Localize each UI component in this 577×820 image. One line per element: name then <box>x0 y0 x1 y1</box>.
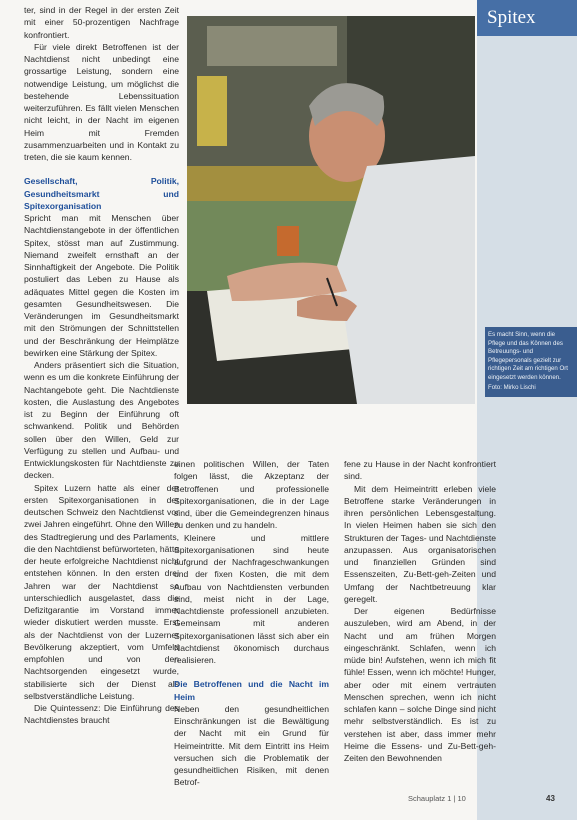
section-heading: Gesellschaft, Politik, Gesundheitsmarkt und Spitexorganisation <box>24 176 179 211</box>
paragraph: Der eigenen Bedürfnisse auszuleben, wird am Abend, in der Nacht und am frühen Morgen eingeschränkt. Schlafen, wenn ich müde bin! Aufstehen, wenn ich mich fit fühle! Essen, wenn ich möchte! Hunger, aber oder mit einem vertrauten Menschen sprechen, wenn ich nicht schlafen kann – solche Dinge sind nicht mehr selbstverständlich. Es ist zu verstehen ist aber, dass immer mehr Heime die Essens- und Zu-Bett-geh-Zeiten den Bewohnenden <box>344 606 496 763</box>
paragraph: Spitex Luzern hatte als einer der ersten Spitexorganisationen in der deutschen Schweiz den Nachtdienst vor zwei Jahren eingeführt. Ohne den Willen des Stadtregierung und des Parlaments, die den Nachtdienst befürworteten, hätte der heute erfolgreiche Nachtdienst nicht entstehen können. In den ersten drei Jahren war der Nachtdienst so unterschiedlich ausgelastet, dass die Defizitgarantie im Vorstand immer wieder diskutiert werden musste. Erst als der Nachtdienst von der Luzerner Bevölkerung akzeptiert, vom Umfeld empfohlen und von den Nachtsorgenden eingesetzt wurde, stabilisierte sich der Dienst als selbstverständliche Leistung. <box>24 482 179 701</box>
paragraph: Spricht man mit Menschen über Nachtdienstangebote in der öffentlichen Spitex, stösst man auf Zustimmung. Niemand zweifelt ernsthaft an der Sinnhaftigkeit der Angebote. Die Politik postuliert das Leben zu Hause als adäquates Mittel gegen die Kosten im gesamten Gesundheitswesen. Die Veränderungen im Gesundheitsmarkt mit den Strömungen der Schnittstellen und der Beschränkung der Heimplätze bewirken eine Stärkung der Spitex. <box>24 213 179 358</box>
nurse-photo <box>187 16 475 404</box>
section-heading: Die Betroffenen und die Nacht im Heim <box>174 679 329 702</box>
paragraph: Die Quintessenz: Die Einführung des Nachtdienstes braucht <box>24 703 179 726</box>
paragraph: fene zu Hause in der Nacht konfrontiert sind. <box>344 459 496 482</box>
text-column-1 <box>24 4 179 727</box>
paragraph: einen politischen Willen, der Taten folgen lässt, die Akzeptanz der Betroffenen und professionelle Spitexorganisationen, die in der Lage sind, über die Gemeindegrenzen hinaus zu denken und zu handeln. <box>174 459 329 531</box>
caption-text: Es macht Sinn, wenn die Pflege und das Können des Betreuungs- und Pflegepersonals gezielt zur richtigen Zeit am richtigen Ort eingesetzt werden können. <box>488 331 568 381</box>
paragraph: Anders präsentiert sich die Situation, wenn es um die konkrete Einführung der Nachtangebote geht. Die Nachtdienste kosten, die Auslastung des Angebotes ist zu Beginn der Einführung oft schwankend. Politik und Behörden sollen über den Willen, Geld zur Verfügung zu stellen und Aufbau- und Entwicklungskosten für Nachtdienste zu decken. <box>24 360 179 481</box>
page-number: 43 <box>546 794 555 803</box>
magazine-footer: Schauplatz 1 | 10 <box>408 794 466 803</box>
section-label: Spitex <box>487 7 536 28</box>
text-column-2 <box>174 458 329 789</box>
text-column-3 <box>344 458 496 764</box>
photo-credit: Foto: Mirko Lischi <box>488 383 536 391</box>
photo-caption <box>485 327 577 397</box>
paragraph: Neben den gesundheitlichen Einschränkungen ist die Bewältigung der Nacht mit ein Grund für Heimeintritte. Mit dem Eintritt ins Heim versuchen sich die Problematik der gesundheitlichen Risiken, mit denen Betrof- <box>174 703 329 788</box>
photo-illustration <box>187 16 475 404</box>
paragraph: Für viele direkt Betroffenen ist der Nachtdienst nicht unbedingt eine grossartige Leistung, sondern eine notwendige Leistung, um möglichst die bestehende Lebenssituation weiterzuführen. Es fällt vielen Menschen nicht leicht, in der Nacht im eigenen Heim mit Fremden zusammenzuarbeiten und in Kontakt zu treten, die sie kaum kennen. <box>24 41 179 162</box>
paragraph: Kleinere und mittlere Spitexorganisationen sind heute aufgrund der Nachfrageschwankungen und der fixen Kosten, die mit dem Aufbau von Nachtdiensten verbunden sind, meist nicht in der Lage, Nachtdienste professionell anzubieten. Gemeinsam mit anderen Spitexorganisationen lässt sich aber ein Nachtdienst ökonomisch durchaus realisieren. <box>174 532 329 665</box>
section-band <box>477 0 577 36</box>
paragraph: ter, sind in der Regel in der ersten Zeit mit einer 50-prozentigen Nachfrage konfrontiert. <box>24 5 179 40</box>
paragraph: Mit dem Heimeintritt erleben viele Betroffene starke Veränderungen in ihren persönlichen Lebensgestaltung. In vielen Heimen haben sie sich den Strukturen der Tages- und Nachtdienste anzupassen. Aus organisatorischen und finanziellen Gründen sind Essenszeiten, Zu-Bett-geh-Zeiten und Umfang der Nachtbetreuung klar geregelt. <box>344 483 496 604</box>
